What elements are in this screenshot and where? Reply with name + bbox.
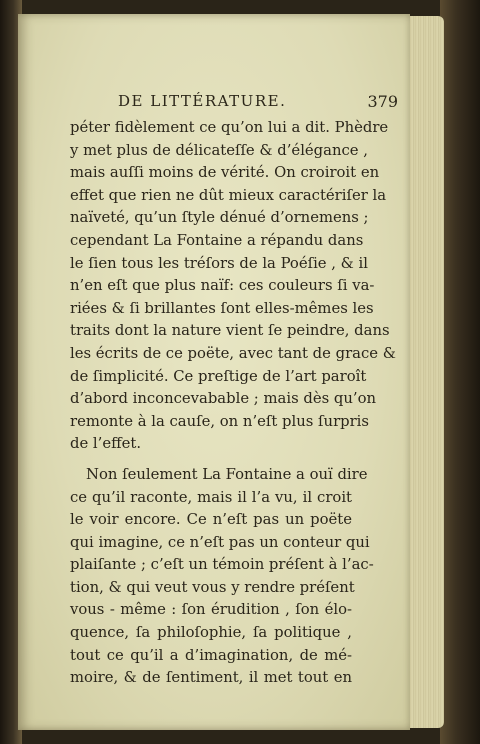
body-text <box>70 117 396 690</box>
text-line: moire, & de ſentiment, il met tout en <box>70 669 352 687</box>
text-line: ce qu’il raconte, mais il l’a vu, il croit <box>70 488 352 506</box>
text-line: traits dont la nature vient ſe peindre, dans <box>70 322 390 340</box>
text-line: cependant La Fontaine a répandu dans <box>70 231 364 249</box>
text-line: Non ſeulement La Fontaine a ouï dire <box>86 465 368 483</box>
text-line: de l’effet. <box>70 435 142 453</box>
text-line: quence, ſa philoſophie, ſa politique , <box>70 624 352 642</box>
paragraph <box>70 117 396 456</box>
text-line: de ſimplicité. Ce preſtige de l’art paroît <box>70 367 367 385</box>
paragraph <box>70 464 374 690</box>
page-edges <box>404 16 444 728</box>
text-line: péter fidèlement ce qu’on lui a dit. Phèdre <box>70 119 389 136</box>
text-line: riées & ſi brillantes ſont elles-mêmes les <box>70 299 374 317</box>
text-line: les écrits de ce poëte, avec tant de grace & <box>70 344 396 362</box>
text-line: plaiſante ; c’eſt un témoin préſent à l’ac- <box>70 556 374 574</box>
text-line: y met plus de délicateſſe & d’élégance , <box>70 141 368 159</box>
text-line: le voir encore. Ce n’eſt pas un poëte <box>70 511 352 529</box>
page-header <box>118 92 398 116</box>
text-line: n’en eſt que plus naïf: ces couleurs ſi va- <box>70 277 375 295</box>
text-line: le ſien tous les tréſors de la Poéſie , & il <box>70 254 369 272</box>
book-cover-right <box>440 0 480 744</box>
book-page <box>18 14 410 730</box>
page-number: 379 <box>367 92 398 111</box>
text-line: vous - même : ſon érudition , ſon élo- <box>70 601 352 619</box>
text-line: qui imagine, ce n’eſt pas un conteur qui <box>70 533 370 551</box>
text-line: effet que rien ne dût mieux caractériſer la <box>70 186 387 204</box>
text-line: mais auſſi moins de vérité. On croiroit en <box>70 164 380 182</box>
text-line: tout ce qu’il a d’imagination, de mé- <box>70 646 352 664</box>
text-line: d’abord inconcevabable ; mais dès qu’on <box>70 390 377 408</box>
text-line: tion, & qui veut vous y rendre préſent <box>70 578 355 596</box>
running-head: DE LITTÉRATURE. <box>118 92 287 110</box>
text-line: naïveté, qu’un ſtyle dénué d’ornemens ; <box>70 209 369 227</box>
text-line: remonte à la cauſe, on n’eſt plus ſurpris <box>70 412 370 430</box>
